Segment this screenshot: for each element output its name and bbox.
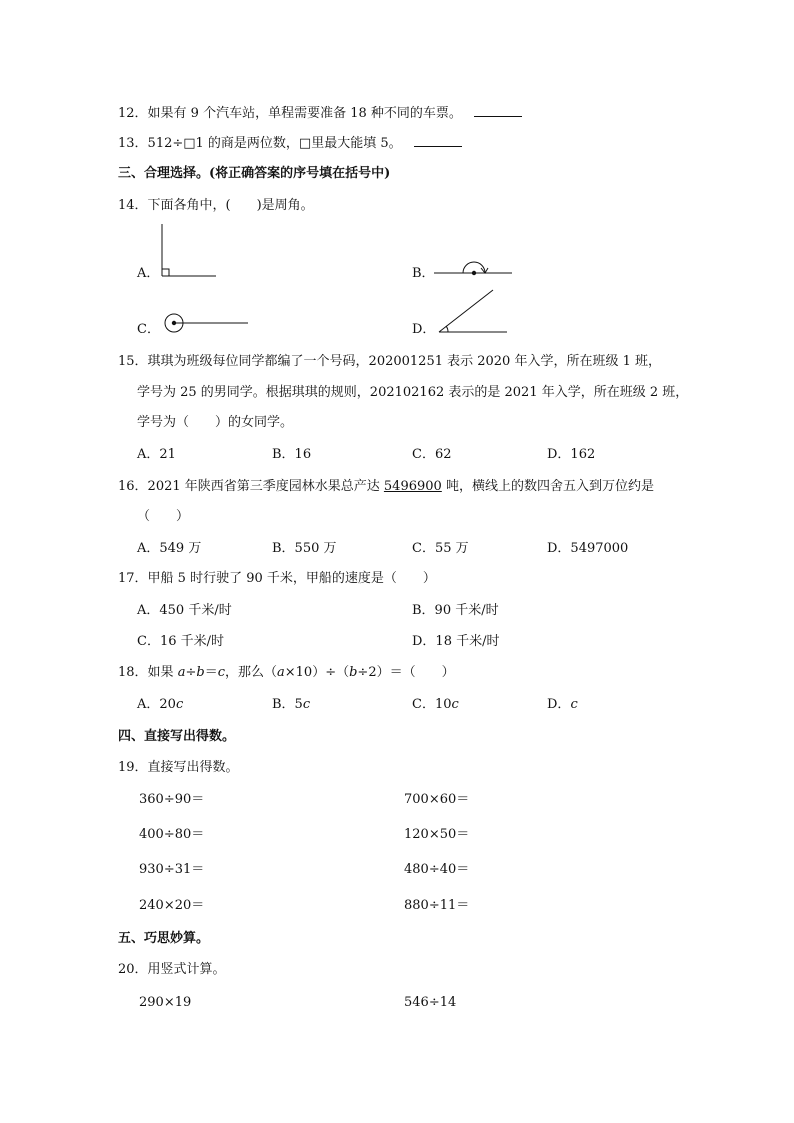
question-20-text: 20．用竖式计算。 [118,962,226,977]
question-18-text [118,664,455,682]
calc-item: 930÷31＝ [139,862,205,877]
q18-prefix: 18．如果 [118,665,178,680]
option-b-label[interactable]: B． [412,266,435,281]
question-16-line-2: （ ） [137,509,190,524]
question-17-option-a[interactable]: A．450 千米/时 [137,603,232,618]
question-15-line-3: 学号为（ ）的女同学。 [137,415,294,430]
var-a: a [277,665,285,680]
question-16-prefix: 16．2021 年陕西省第三季度园林水果总产达 [118,479,384,494]
q18-eq: ＝ [204,665,218,680]
question-18-option-d[interactable] [547,696,578,714]
var-c: c [175,697,184,712]
var-a: a [177,665,186,680]
section-5-title: 五、巧思妙算。 [118,931,210,946]
var-b: b [349,665,358,680]
question-12-text: 12．如果有 9 个汽车站，单程需要准备 18 种不同的车票。 [118,106,462,121]
question-18-option-b[interactable] [272,696,310,714]
q18-times10: ×10）÷（ [284,665,350,680]
question-17-option-b[interactable]: B．90 千米/时 [412,603,499,618]
question-17-option-d[interactable]: D．18 千米/时 [412,634,500,649]
section-4-title: 四、直接写出得数。 [118,729,236,744]
straight-angle-figure [430,258,520,288]
underlined-number: 5496900 [383,479,442,494]
question-17-option-c[interactable]: C．16 千米/时 [137,634,225,649]
question-15-option-a[interactable]: A．21 [137,447,176,462]
question-16-option-c[interactable]: C．55 万 [412,541,469,556]
answer-blank[interactable] [474,104,522,117]
question-17-text: 17．甲船 5 时行驶了 90 千米，甲船的速度是（ ） [118,571,436,586]
question-16-line-1 [118,478,654,496]
calc-item: 360÷90＝ [139,792,205,807]
question-16-option-b[interactable]: B．550 万 [272,541,337,556]
calc-item: 400÷80＝ [139,827,205,842]
calc-item: 240×20＝ [139,898,205,913]
vertical-calc-item: 546÷14 [404,995,457,1010]
question-15-line-1: 15．琪琪为班级每位同学都编了一个号码，202001251 表示 2020 年入学，所在班级 1 班， [118,354,661,369]
var-c: c [451,697,459,712]
calc-item: 700×60＝ [404,792,470,807]
option-label: D． [547,697,571,712]
acute-angle-figure [435,286,515,336]
calc-item: 880÷11＝ [404,898,470,913]
full-angle-figure [158,310,258,340]
option-label: B．5 [272,697,303,712]
question-15-line-2: 学号为 25 的男同学。根据琪琪的规则，202102162 表示的是 2021 年入学，所在班级 2 班， [137,385,689,400]
q18-div: ÷ [185,665,197,680]
question-19-text: 19．直接写出得数。 [118,760,239,775]
option-label: A．20 [137,697,176,712]
question-16-suffix: 吨，横线上的数四舍五入到万位约是 [441,479,654,494]
question-13 [118,134,462,153]
question-16-option-d[interactable]: D．5497000 [547,541,629,556]
option-d-label[interactable]: D． [412,322,436,337]
option-label: C．10 [412,697,452,712]
question-14-text: 14．下面各角中，( )是周角。 [118,198,314,213]
question-18-option-c[interactable] [412,696,459,714]
var-c: c [217,665,225,680]
right-angle-figure [155,222,225,282]
question-15-option-b[interactable]: B．16 [272,447,312,462]
option-a-label[interactable]: A． [137,266,160,281]
question-13-text: 13．512÷□1 的商是两位数，□里最大能填 5。 [118,136,402,151]
option-c-label[interactable]: C． [137,322,160,337]
calc-item: 120×50＝ [404,827,470,842]
var-b: b [196,665,205,680]
question-15-option-c[interactable]: C．62 [412,447,452,462]
section-3-title: 三、合理选择。(将正确答案的序号填在括号中) [118,166,391,181]
calc-item: 480÷40＝ [404,862,470,877]
question-15-option-d[interactable]: D．162 [547,447,596,462]
q18-middle: ，那么（ [224,665,277,680]
vertical-calc-item: 290×19 [139,995,192,1010]
q18-tail: ÷2）＝（ ） [357,665,455,680]
question-18-option-a[interactable] [137,696,183,714]
var-c: c [570,697,578,712]
question-16-option-a[interactable]: A．549 万 [137,541,202,556]
var-c: c [302,697,311,712]
question-12 [118,104,522,123]
answer-blank[interactable] [414,134,462,147]
